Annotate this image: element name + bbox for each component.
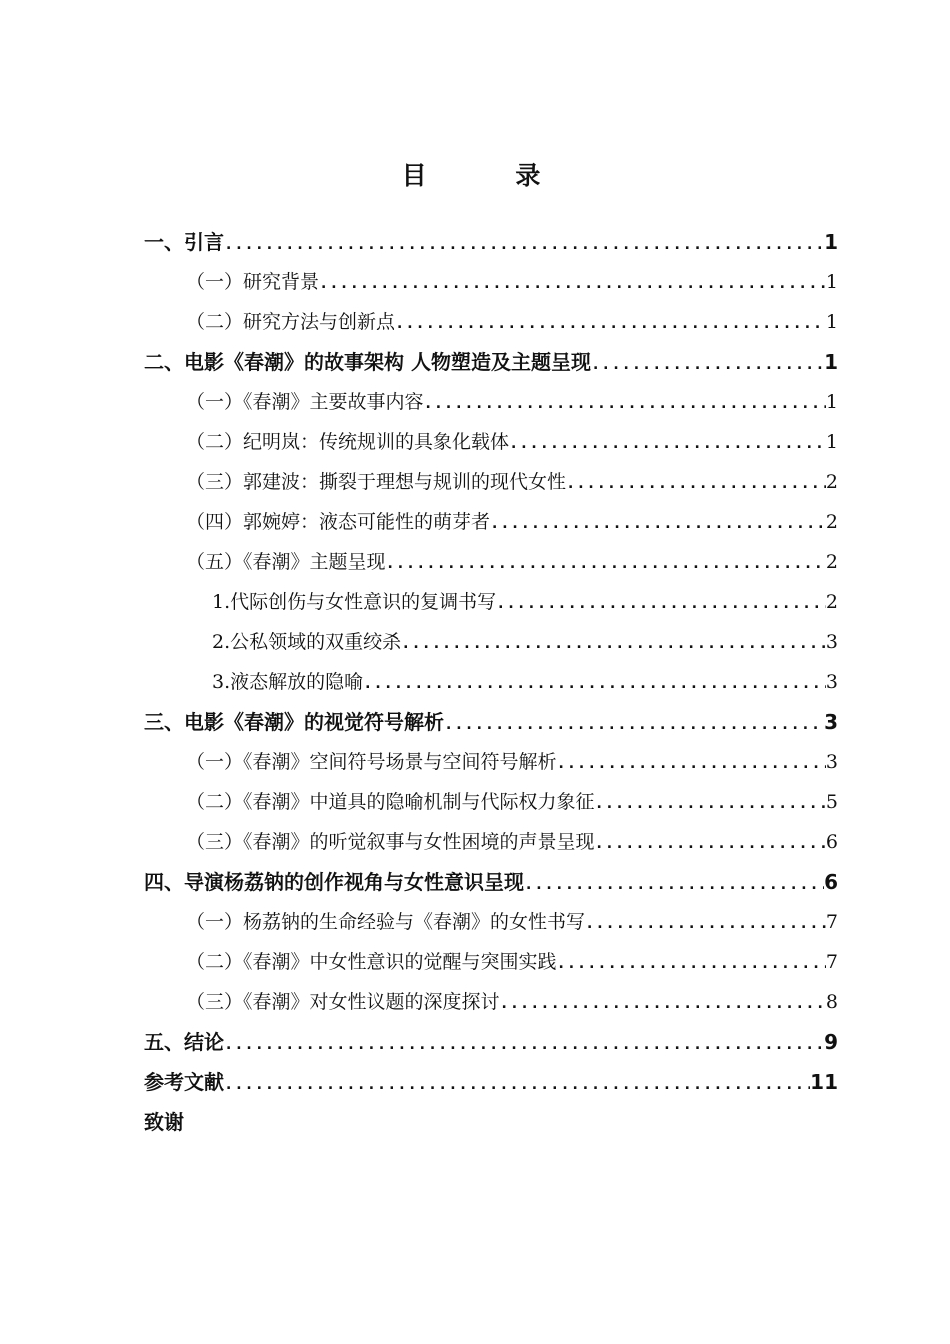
toc-entry-title: （三）《春潮》的听觉叙事与女性困境的声景呈现	[186, 831, 595, 853]
toc-page-number: 6	[824, 870, 838, 894]
toc-entry[interactable]	[144, 462, 838, 502]
toc-page-number: 1	[824, 230, 838, 254]
toc-entry[interactable]	[144, 662, 838, 702]
toc-entry-title: 二、电影《春潮》的故事架构 人物塑造及主题呈现	[144, 350, 591, 374]
toc-page-number: 2	[825, 591, 838, 613]
toc-dot-leader	[509, 422, 826, 462]
toc-page-number: 1	[824, 350, 838, 374]
toc-dot-leader	[524, 862, 824, 902]
toc-entry-title: （二）《春潮》中女性意识的觉醒与突围实践	[186, 951, 557, 973]
toc-entry-title: 参考文献	[144, 1070, 224, 1094]
toc-dot-leader	[566, 462, 826, 502]
toc-dot-leader	[424, 382, 826, 422]
toc-dot-leader	[444, 702, 824, 742]
toc-page-number: 6	[825, 831, 838, 853]
toc-entry[interactable]	[144, 902, 838, 942]
toc-dot-leader	[395, 302, 826, 342]
toc-entry-title: （五）《春潮》主题呈现	[186, 551, 386, 573]
toc-entry-title: （一）《春潮》空间符号场景与空间符号解析	[186, 751, 557, 773]
toc-entry-title: （一）杨荔钠的生命经验与《春潮》的女性书写	[186, 911, 586, 933]
toc-entry-title: 四、导演杨荔钠的创作视角与女性意识呈现	[144, 870, 524, 894]
toc-page-number: 7	[825, 951, 838, 973]
toc-entry[interactable]	[144, 1102, 838, 1142]
toc-page-number: 5	[825, 791, 838, 813]
toc-dot-leader	[557, 942, 826, 982]
toc-page-number: 2	[825, 511, 838, 533]
toc-dot-leader	[401, 622, 826, 662]
toc-page-number: 3	[825, 671, 838, 693]
toc-entry[interactable]	[144, 1062, 838, 1102]
toc-dot-leader	[595, 822, 826, 862]
toc-dot-leader	[363, 662, 826, 702]
toc-entry-title: （二）纪明岚：传统规训的具象化载体	[186, 431, 510, 453]
toc-entry-title: （一）《春潮》主要故事内容	[186, 391, 424, 413]
toc-entry-title: 一、引言	[144, 230, 224, 254]
toc-page-number: 1	[825, 271, 838, 293]
toc-entry-title: 3.液态解放的隐喻	[212, 671, 364, 693]
toc-dot-leader	[319, 262, 826, 302]
toc-entry[interactable]	[144, 942, 838, 982]
toc-dot-leader	[386, 542, 826, 582]
toc-page-number: 11	[810, 1070, 838, 1094]
toc-page-number: 1	[825, 391, 838, 413]
toc-entry[interactable]	[144, 502, 838, 542]
toc-page-number: 1	[825, 311, 838, 333]
toc-entry[interactable]	[144, 982, 838, 1022]
toc-entry[interactable]	[144, 782, 838, 822]
toc-entry-title: 五、结论	[144, 1030, 224, 1054]
toc-entry[interactable]	[144, 542, 838, 582]
toc-entry[interactable]	[144, 622, 838, 662]
toc-page-number: 2	[825, 551, 838, 573]
toc-dot-leader	[224, 222, 824, 262]
toc-entry-title: （四）郭婉婷：液态可能性的萌芽者	[186, 511, 491, 533]
toc-entry[interactable]	[144, 822, 838, 862]
toc-page-number: 3	[825, 751, 838, 773]
toc-entry-title: 2.公私领域的双重绞杀	[212, 631, 402, 653]
toc-page-number: 2	[825, 471, 838, 493]
toc-entry[interactable]	[144, 862, 838, 902]
toc-entry[interactable]	[144, 382, 838, 422]
toc-page-number: 3	[825, 631, 838, 653]
toc-entry-title: 致谢	[144, 1110, 184, 1134]
toc-entry[interactable]	[144, 1022, 838, 1062]
toc-dot-leader	[496, 582, 826, 622]
toc-entry-title: （二）《春潮》中道具的隐喻机制与代际权力象征	[186, 791, 595, 813]
toc-page-number: 8	[825, 991, 838, 1013]
toc-entry-title: （二）研究方法与创新点	[186, 311, 396, 333]
toc-dot-leader	[500, 982, 826, 1022]
toc-dot-leader	[490, 502, 826, 542]
toc-entry-title: （一）研究背景	[186, 271, 320, 293]
toc-entry[interactable]	[144, 342, 838, 382]
toc-entry-title: （三）《春潮》对女性议题的深度探讨	[186, 991, 500, 1013]
toc-entry-title: 1.代际创伤与女性意识的复调书写	[212, 591, 497, 613]
toc-page-number: 7	[825, 911, 838, 933]
toc-entry[interactable]	[144, 582, 838, 622]
toc-entry[interactable]	[144, 422, 838, 462]
toc-dot-leader	[595, 782, 826, 822]
toc-entry[interactable]	[144, 742, 838, 782]
table-of-contents	[144, 222, 838, 1142]
toc-entry[interactable]	[144, 262, 838, 302]
toc-dot-leader	[224, 1022, 824, 1062]
toc-entry[interactable]	[144, 302, 838, 342]
toc-entry[interactable]	[144, 702, 838, 742]
toc-page-number: 3	[824, 710, 838, 734]
toc-dot-leader	[224, 1062, 810, 1102]
toc-dot-leader	[557, 742, 826, 782]
toc-page-number: 9	[824, 1030, 838, 1054]
toc-page-number: 1	[825, 431, 838, 453]
toc-entry-title: （三）郭建波：撕裂于理想与规训的现代女性	[186, 471, 567, 493]
toc-title: 目 录	[401, 161, 581, 190]
toc-dot-leader	[585, 902, 826, 942]
toc-entry-title: 三、电影《春潮》的视觉符号解析	[144, 710, 444, 734]
toc-entry[interactable]	[144, 222, 838, 262]
toc-dot-leader	[591, 342, 824, 382]
